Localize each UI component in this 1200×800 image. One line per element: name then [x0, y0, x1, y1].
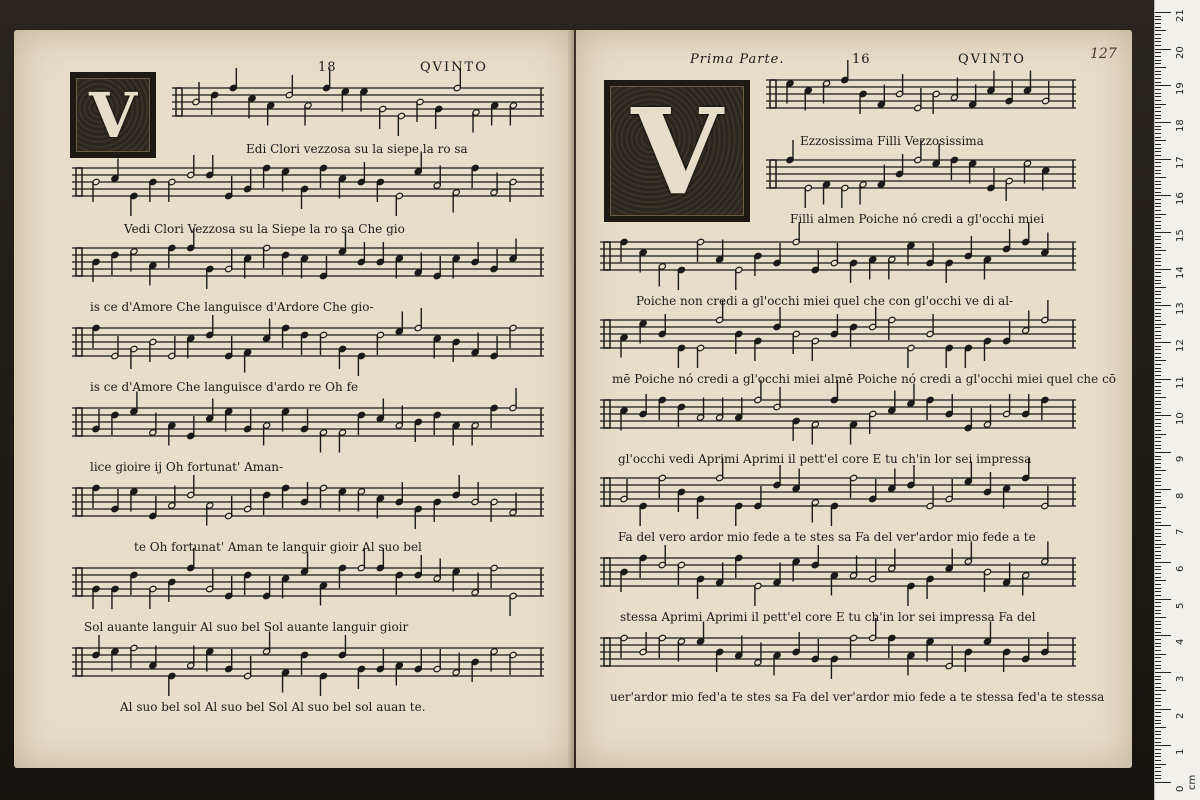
ruler-tick — [1155, 19, 1161, 20]
ruler-tick — [1155, 250, 1166, 251]
ruler-tick — [1155, 459, 1161, 460]
ruler-tick — [1155, 331, 1161, 332]
ruler-tick — [1155, 529, 1161, 530]
ruler-number: 2 — [1175, 712, 1186, 719]
ruler-number: 11 — [1175, 375, 1186, 389]
ruler-tick — [1155, 745, 1171, 746]
ruler-tick — [1155, 646, 1161, 647]
ruler-tick — [1155, 225, 1161, 226]
ruler-tick — [1155, 709, 1171, 710]
right-voice-label: QVINTO — [958, 52, 1026, 67]
ruler-number: 18 — [1175, 119, 1186, 132]
ruler-tick — [1155, 184, 1161, 185]
ruler-tick — [1155, 210, 1161, 211]
ruler-tick — [1155, 346, 1161, 347]
ruler-tick — [1155, 30, 1166, 31]
ruler-number: 0 — [1175, 785, 1186, 792]
ruler-tick — [1155, 668, 1161, 669]
ruler-number: 6 — [1175, 565, 1186, 572]
ruler-tick — [1155, 562, 1171, 563]
staff-L5 — [72, 400, 544, 450]
ruler-tick — [1155, 665, 1161, 666]
ruler-tick — [1155, 327, 1161, 328]
ruler-tick — [1155, 206, 1161, 207]
ruler-tick — [1155, 602, 1161, 603]
ruler-tick — [1155, 489, 1171, 490]
ruler-tick — [1155, 122, 1171, 123]
staff-R5 — [600, 392, 1076, 442]
ruler-tick — [1155, 588, 1161, 589]
ruler-tick — [1155, 34, 1161, 35]
ruler-tick — [1155, 254, 1161, 255]
ruler-tick — [1155, 551, 1161, 552]
ruler-tick — [1155, 294, 1161, 295]
ruler-tick — [1155, 170, 1161, 171]
ruler-tick — [1155, 313, 1161, 314]
ruler-tick — [1155, 470, 1166, 471]
ruler-tick — [1155, 507, 1166, 508]
ruler-tick — [1155, 85, 1171, 86]
staff-L8 — [72, 640, 544, 690]
ruler-tick — [1155, 63, 1161, 64]
left-lyric-line-8: Al suo bel sol Al suo bel Sol Al suo bel sol auan te. — [120, 700, 426, 714]
folio-number: 127 — [1090, 46, 1117, 62]
ruler-tick — [1155, 434, 1166, 435]
ruler-tick — [1155, 672, 1171, 673]
ruler-tick — [1155, 283, 1161, 284]
ruler-tick — [1155, 742, 1161, 743]
ruler-unit-label: cm — [1187, 774, 1198, 790]
ruler-tick — [1155, 155, 1161, 156]
ruler-tick — [1155, 632, 1161, 633]
ruler-tick — [1155, 558, 1161, 559]
ruler-tick — [1155, 412, 1161, 413]
ruler-tick — [1155, 423, 1161, 424]
right-lyric-line-7: stessa Aprimi Aprimi il pett'el core E tu ch'in lor sei impressa Fa del — [620, 610, 1036, 624]
left-lyric-line-4: is ce d'Amore Che languisce d'ardo re Oh fe — [90, 380, 359, 394]
staff-R7 — [600, 550, 1076, 600]
ruler-number: 1 — [1175, 748, 1186, 756]
ruler-tick — [1155, 738, 1161, 739]
ruler-tick — [1155, 239, 1161, 240]
ruler-tick — [1155, 324, 1166, 325]
ruler-tick — [1155, 357, 1161, 358]
ruler-tick — [1155, 74, 1161, 75]
ruler-tick — [1155, 217, 1161, 218]
ruler-tick — [1155, 107, 1161, 108]
ruler-tick — [1155, 408, 1161, 409]
ruler-tick — [1155, 247, 1161, 248]
ruler-tick — [1155, 144, 1161, 145]
ruler-number: 17 — [1175, 155, 1186, 169]
ruler-tick — [1155, 96, 1161, 97]
ruler-tick — [1155, 595, 1161, 596]
ruler-tick — [1155, 676, 1161, 677]
ruler-tick — [1155, 133, 1161, 134]
ruler-number: 10 — [1175, 412, 1186, 426]
ruler-tick — [1155, 419, 1161, 420]
ruler-tick — [1155, 82, 1161, 83]
ruler-tick — [1155, 93, 1161, 94]
ruler-tick — [1155, 287, 1166, 288]
ruler-tick — [1155, 577, 1161, 578]
left-decorated-initial — [70, 72, 156, 158]
ruler-tick — [1155, 437, 1161, 438]
ruler-tick — [1155, 393, 1161, 394]
staff-L4 — [72, 320, 544, 370]
ruler-tick — [1155, 214, 1166, 215]
staff-L7 — [72, 560, 544, 610]
ruler-tick — [1155, 580, 1166, 581]
staff-R6 — [600, 470, 1076, 520]
staff-R4 — [600, 312, 1076, 362]
ruler-tick — [1155, 298, 1161, 299]
ruler-number: 9 — [1175, 455, 1186, 462]
ruler-tick — [1155, 111, 1161, 112]
ruler-tick — [1155, 192, 1161, 193]
ruler-tick — [1155, 415, 1171, 416]
ruler-tick — [1155, 162, 1161, 163]
ruler-tick — [1155, 569, 1161, 570]
ruler-tick — [1155, 514, 1161, 515]
ruler-tick — [1155, 463, 1161, 464]
left-voice-label: QVINTO — [420, 60, 488, 75]
staff-R3 — [600, 234, 1076, 284]
ruler-tick — [1155, 243, 1161, 244]
ruler-tick — [1155, 49, 1171, 50]
ruler-tick — [1155, 540, 1161, 541]
ruler-tick — [1155, 166, 1161, 167]
ruler-tick — [1155, 177, 1166, 178]
ruler-tick — [1155, 503, 1161, 504]
ruler-tick — [1155, 181, 1161, 182]
ruler-tick — [1155, 349, 1161, 350]
ruler-tick — [1155, 56, 1161, 57]
ruler-tick — [1155, 624, 1161, 625]
ruler-tick — [1155, 661, 1161, 662]
staff-L2 — [72, 160, 544, 210]
left-lyric-line-6: te Oh fortunat' Aman te languir gioir Al suo bel — [134, 540, 422, 554]
ruler-tick — [1155, 639, 1161, 640]
ruler-tick — [1155, 496, 1161, 497]
ruler-number: 13 — [1175, 302, 1186, 316]
ruler-tick — [1155, 734, 1161, 735]
ruler-tick — [1155, 12, 1171, 13]
ruler-number: 3 — [1175, 675, 1186, 682]
ruler-tick — [1155, 151, 1161, 152]
ruler-tick — [1155, 720, 1161, 721]
ruler-tick — [1155, 236, 1161, 237]
ruler-tick — [1155, 643, 1161, 644]
ruler-tick — [1155, 518, 1161, 519]
ruler-tick — [1155, 485, 1161, 486]
ruler-tick — [1155, 276, 1161, 277]
ruler-tick — [1155, 45, 1161, 46]
ruler-tick — [1155, 401, 1161, 402]
ruler-number: 4 — [1175, 638, 1186, 646]
ruler-tick — [1155, 404, 1161, 405]
ruler-tick — [1155, 778, 1161, 779]
staff-R2 — [766, 152, 1076, 202]
ruler-tick — [1155, 536, 1161, 537]
ruler-tick — [1155, 687, 1161, 688]
ruler-tick — [1155, 621, 1161, 622]
ruler-tick — [1155, 694, 1161, 695]
ruler-number: 12 — [1175, 339, 1186, 352]
ruler-tick — [1155, 525, 1171, 526]
ruler-tick — [1155, 547, 1161, 548]
ruler-tick — [1155, 272, 1161, 273]
ruler-tick — [1155, 701, 1161, 702]
ruler-tick — [1155, 291, 1161, 292]
ruler-tick — [1155, 382, 1161, 383]
ruler-tick — [1155, 591, 1161, 592]
ruler-tick — [1155, 23, 1161, 24]
left-page-number: 18 — [318, 60, 337, 75]
ruler-tick — [1155, 775, 1161, 776]
ruler-tick — [1155, 228, 1161, 229]
ruler-tick — [1155, 71, 1161, 72]
ruler-number: 16 — [1175, 192, 1186, 206]
staff-L6 — [72, 480, 544, 530]
ruler-tick — [1155, 371, 1161, 372]
ruler-tick — [1155, 756, 1161, 757]
ruler-tick — [1155, 544, 1166, 545]
ruler-tick — [1155, 199, 1161, 200]
staff-R8 — [600, 630, 1076, 680]
ruler-tick — [1155, 52, 1161, 53]
ruler-tick — [1155, 555, 1161, 556]
ruler-tick — [1155, 511, 1161, 512]
ruler-number: 21 — [1175, 9, 1186, 22]
ruler-tick — [1155, 390, 1161, 391]
left-lyric-line-5: lice gioire ij Oh fortunat' Aman- — [90, 460, 284, 474]
ruler-tick — [1155, 492, 1161, 493]
ruler-tick — [1155, 126, 1161, 127]
ruler-tick — [1155, 760, 1161, 761]
ruler-tick — [1155, 456, 1161, 457]
ruler-tick — [1155, 67, 1166, 68]
ruler-tick — [1155, 767, 1161, 768]
ruler-tick — [1155, 650, 1161, 651]
ruler-tick — [1155, 379, 1171, 380]
ruler-tick — [1155, 448, 1161, 449]
right-lyric-line-8: uer'ardor mio fed'a te stes sa Fa del ver'ardor mio fede a te stessa fed'a te stessa — [610, 690, 1105, 704]
ruler-tick — [1155, 338, 1161, 339]
ruler-tick — [1155, 38, 1161, 39]
left-lyric-line-2: Vedi Clori Vezzosa su la Siepe la ro sa Che gio — [124, 222, 405, 236]
ruler-tick — [1155, 342, 1171, 343]
ruler-tick — [1155, 360, 1166, 361]
ruler-tick — [1155, 397, 1166, 398]
ruler-number: 20 — [1175, 45, 1186, 59]
ruler-tick — [1155, 683, 1161, 684]
ruler-tick — [1155, 749, 1161, 750]
right-lyric-line-2: Filli almen Poiche nó credi a gl'occhi miei — [790, 212, 1045, 226]
ruler-tick — [1155, 731, 1161, 732]
ruler-tick — [1155, 221, 1161, 222]
ruler-tick — [1155, 89, 1161, 90]
ruler-tick — [1155, 41, 1161, 42]
ruler-tick — [1155, 261, 1161, 262]
ruler-tick — [1155, 599, 1171, 600]
left-lyric-line-1: Edi Clori vezzosa su la siepe la ro sa — [246, 142, 468, 156]
ruler-tick — [1155, 690, 1166, 691]
ruler-tick — [1155, 195, 1171, 196]
ruler-tick — [1155, 60, 1161, 61]
ruler-number: 8 — [1175, 492, 1186, 499]
ruler-tick — [1155, 368, 1161, 369]
ruler-tick — [1155, 129, 1161, 130]
ruler-tick — [1155, 115, 1161, 116]
staff-L1 — [172, 80, 544, 130]
ruler-number: 5 — [1175, 602, 1186, 609]
right-page-number: 16 — [852, 52, 871, 67]
ruler-tick — [1155, 386, 1161, 387]
ruler-tick — [1155, 452, 1171, 453]
right-lyric-line-3: Poiche non credi a gl'occhi miei quel che con gl'occhi ve di al- — [636, 294, 1014, 308]
measurement-ruler — [1154, 0, 1200, 800]
ruler-tick — [1155, 727, 1166, 728]
ruler-tick — [1155, 16, 1161, 17]
right-lyric-line-1: Ezzosissima Filli Vezzosissima — [800, 134, 984, 148]
ruler-tick — [1155, 104, 1166, 105]
ruler-tick — [1155, 100, 1161, 101]
ruler-number: 19 — [1175, 82, 1186, 96]
ruler-tick — [1155, 584, 1161, 585]
ruler-tick — [1155, 723, 1161, 724]
ruler-tick — [1155, 27, 1161, 28]
ruler-tick — [1155, 302, 1161, 303]
ruler-tick — [1155, 716, 1161, 717]
staff-R1 — [766, 72, 1076, 122]
ruler-tick — [1155, 364, 1161, 365]
ruler-tick — [1155, 566, 1161, 567]
ruler-tick — [1155, 148, 1161, 149]
left-lyric-line-7: Sol auante languir Al suo bel Sol auante languir gioir — [84, 620, 409, 634]
ruler-tick — [1155, 159, 1171, 160]
ruler-tick — [1155, 309, 1161, 310]
ruler-tick — [1155, 280, 1161, 281]
ruler-tick — [1155, 265, 1161, 266]
ruler-tick — [1155, 445, 1161, 446]
ruler-tick — [1155, 269, 1171, 270]
ruler-tick — [1155, 316, 1161, 317]
ruler-tick — [1155, 188, 1161, 189]
ruler-tick — [1155, 258, 1161, 259]
ruler-tick — [1155, 635, 1171, 636]
ruler-tick — [1155, 353, 1161, 354]
ruler-tick — [1155, 654, 1166, 655]
ruler-tick — [1155, 481, 1161, 482]
ruler-tick — [1155, 522, 1161, 523]
right-lyric-line-4: mē Poiche nó credi a gl'occhi miei almē Poiche nó credi a gl'occhi miei quel che cō — [612, 372, 1117, 386]
ruler-tick — [1155, 474, 1161, 475]
ruler-tick — [1155, 203, 1161, 204]
right-lyric-line-5: gl'occhi vedi Aprimi Aprimi il pett'el core E tu ch'in lor sei impressa — [618, 452, 1032, 466]
ruler-tick — [1155, 613, 1161, 614]
ruler-tick — [1155, 606, 1161, 607]
ruler-tick — [1155, 771, 1161, 772]
right-lyric-line-6: Fa del vero ardor mio fede a te stes sa Fa del ver'ardor mio fede a te — [618, 530, 1036, 544]
ruler-number: 7 — [1175, 528, 1186, 536]
ruler-tick — [1155, 305, 1171, 306]
ruler-tick — [1155, 657, 1161, 658]
ruler-tick — [1155, 478, 1161, 479]
ruler-tick — [1155, 533, 1161, 534]
ruler-number: 15 — [1175, 229, 1186, 242]
ruler-tick — [1155, 610, 1161, 611]
ruler-tick — [1155, 118, 1161, 119]
ruler-tick — [1155, 628, 1161, 629]
ruler-tick — [1155, 782, 1171, 783]
left-lyric-line-3: is ce d'Amore Che languisce d'Ardore Che gio- — [90, 300, 374, 314]
ruler-tick — [1155, 467, 1161, 468]
ruler-tick — [1155, 679, 1161, 680]
ruler-tick — [1155, 705, 1161, 706]
ruler-tick — [1155, 137, 1161, 138]
staff-L3 — [72, 240, 544, 290]
ruler-tick — [1155, 617, 1166, 618]
ruler-tick — [1155, 573, 1161, 574]
ruler-tick — [1155, 500, 1161, 501]
ruler-tick — [1155, 430, 1161, 431]
left-initial-letter: V — [88, 78, 138, 152]
ruler-tick — [1155, 426, 1161, 427]
ruler-tick — [1155, 173, 1161, 174]
ruler-tick — [1155, 712, 1161, 713]
ruler-tick — [1155, 78, 1161, 79]
right-initial-letter: V — [631, 81, 723, 221]
right-decorated-initial — [604, 80, 750, 222]
ruler-tick — [1155, 764, 1166, 765]
ruler-tick — [1155, 375, 1161, 376]
ruler-tick — [1155, 753, 1161, 754]
ruler-tick — [1155, 335, 1161, 336]
ruler-tick — [1155, 320, 1161, 321]
right-part-title: Prima Parte. — [690, 52, 785, 67]
ruler-tick — [1155, 441, 1161, 442]
ruler-tick — [1155, 140, 1166, 141]
ruler-number: 14 — [1175, 265, 1186, 279]
ruler-tick — [1155, 232, 1171, 233]
ruler-tick — [1155, 698, 1161, 699]
